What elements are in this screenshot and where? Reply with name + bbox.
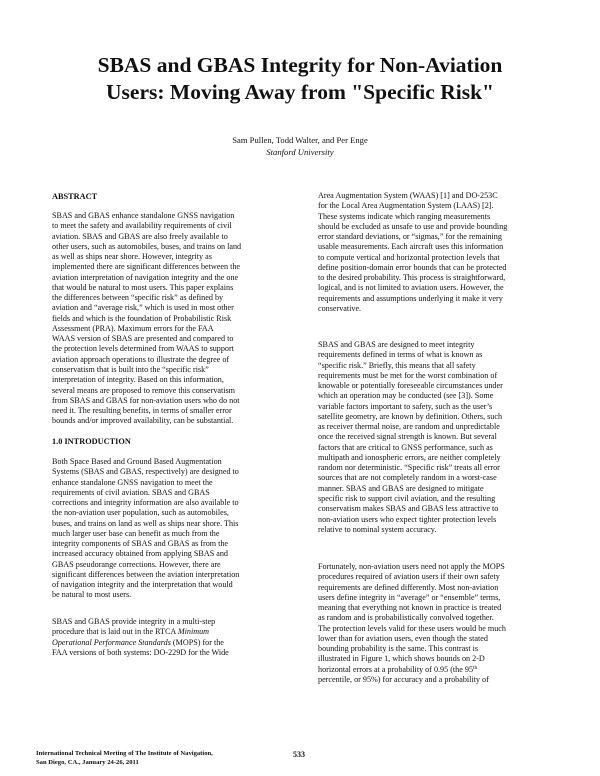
- body-line: which an operation may be conducted (see [3]). Some: [318, 391, 494, 401]
- body-line: meaning that everything not known in practice is treated: [318, 603, 502, 613]
- right-paragraph-2: [318, 340, 568, 535]
- abstract-line: bounds and/or improved availability, can be substantial.: [52, 416, 234, 426]
- intro-line: Systems (SBAS and GBAS, respectively) are designed to: [52, 467, 239, 477]
- abstract-line: aviation interpretation of navigation integrity and the one: [52, 272, 239, 282]
- abstract-line: other users, such as automobiles, buses, and trains on land: [52, 241, 242, 251]
- body-line: conservatism makes SBAS and GBAS less attractive to: [318, 504, 499, 514]
- page-number: 533: [293, 750, 305, 759]
- abstract-line: fields and which is the foundation of Probabilistic Risk: [52, 313, 232, 323]
- intro-line: integrity components of SBAS and GBAS as from the: [52, 539, 229, 549]
- intro-line: buses, and trains on land as well as ships near shore. This: [52, 518, 239, 528]
- body-line: bounding probability is the same. This contrast is: [318, 644, 479, 654]
- body-line: should be excluded as unsafe to use and provide bounding: [318, 221, 508, 231]
- intro-line: enhance standalone GNSS navigation to meet the: [52, 477, 213, 487]
- body-line: factors that are critical to GNSS performance, such as: [318, 442, 493, 452]
- body-line: requirements are defined differently. Most non-aviation: [318, 582, 499, 592]
- intro-line: be natural to most users.: [52, 590, 132, 600]
- abstract-line: aviation. SBAS and GBAS are also freely available to: [52, 231, 228, 241]
- body-line: usable measurements. Each aircraft uses this information: [318, 242, 504, 252]
- abstract-body: [52, 211, 302, 427]
- abstract-line: as well as ships near shore. However, integrity as: [52, 252, 212, 262]
- abstract-line: aviation and “average risk,” which is used in most other: [52, 303, 234, 313]
- body-line: as receiver thermal noise, are random and unpredictable: [318, 422, 500, 432]
- body-line: to compute vertical and horizontal protection levels that: [318, 252, 500, 262]
- intro-line: SBAS and GBAS provide integrity in a multi-step: [52, 617, 216, 626]
- body-line: These systems indicate which ranging measurements: [318, 211, 491, 221]
- body-line: “specific risk.” Briefly, this means that all safety: [318, 360, 476, 370]
- abstract-line: WAAS version of SBAS are presented and compared to: [52, 334, 234, 344]
- intro-line: increased accuracy obtained from applying SBAS and: [52, 549, 228, 559]
- body-line: conservative.: [318, 303, 362, 313]
- intro-text: (MOPS) for the: [170, 637, 224, 647]
- abstract-line: implemented there are significant differences between the: [52, 262, 240, 272]
- intro-paragraph-2: [52, 617, 302, 658]
- body-line: multipath and ionospheric errors, are neither completely: [318, 452, 501, 462]
- affiliation: Stanford University: [266, 147, 334, 157]
- body-line: sources that are not completely random in a worst-case: [318, 473, 497, 483]
- intro-line: FAA versions of both systems: DO-229D for the Wide: [52, 647, 229, 657]
- body-line: procedures required of aviation users if their own safety: [318, 572, 500, 582]
- body-text: horizontal errors at a probability of 0.95 (the 95: [318, 664, 474, 674]
- abstract-line: to meet the safety and availability requirements of civil: [52, 221, 232, 231]
- intro-line: [52, 638, 302, 648]
- body-line: for the Local Area Augmentation System (LAAS) [2].: [318, 201, 494, 211]
- body-line: requirements defined in terms of what is known as: [318, 350, 483, 360]
- abstract-line: SBAS and GBAS enhance standalone GNSS navigation: [52, 211, 235, 220]
- body-line: users define integrity in “average” or “ensemble” terms,: [318, 592, 501, 602]
- body-line: define position-domain error bounds that can be protected: [318, 262, 507, 272]
- paper-title: [40, 52, 560, 106]
- body-line: non-aviation users who expect tighter protection levels: [318, 514, 497, 524]
- intro-paragraph-1: [52, 457, 302, 601]
- intro-line: corrections and integrity information are also available to: [52, 498, 239, 508]
- body-line: relative to nominal system accuracy.: [318, 524, 437, 534]
- body-line: Fortunately, non-aviation users need not apply the MOPS: [318, 562, 505, 571]
- body-line: logical, and is not limited to aviation users. However, the: [318, 283, 504, 293]
- intro-line: GBAS pseudorange corrections. However, there are: [52, 559, 221, 569]
- body-line: to the desired probability. This process is straightforward,: [318, 273, 506, 283]
- intro-line: [52, 627, 302, 637]
- body-line: percentile, or 95%) for accuracy and a probability of: [318, 674, 489, 684]
- body-line: error standard deviations, or “sigmas,” for the remaining: [318, 232, 502, 242]
- intro-line: Both Space Based and Ground Based Augmentation: [52, 457, 222, 466]
- intro-line: requirements of civil aviation. SBAS and GBAS: [52, 487, 210, 497]
- abstract-line: need it. The resulting benefits, in terms of smaller error: [52, 406, 232, 416]
- title-line-1: SBAS and GBAS Integrity for Non-Aviation: [97, 53, 503, 77]
- abstract-line: the differences between “specific risk” as defined by: [52, 293, 224, 303]
- body-line: [318, 665, 568, 675]
- body-line: once the received signal strength is known. But several: [318, 432, 497, 442]
- abstract-line: conservatism that is built into the “specific risk”: [52, 364, 209, 374]
- abstract-line: that would be natural to most users. This paper explains: [52, 282, 234, 292]
- body-line: random nor deterministic. “Specific risk” treats all error: [318, 463, 500, 473]
- body-line: illustrated in Figure 1, which shows bounds on 2-D: [318, 654, 485, 664]
- right-paragraph-1: [318, 191, 568, 314]
- body-line: requirements and assumptions underlying it make it very: [318, 293, 503, 303]
- body-line: SBAS and GBAS are designed to meet integrity: [318, 340, 475, 349]
- abstract-line: interpretation of integrity. Based on this information,: [52, 375, 224, 385]
- intro-line: the non-aviation user population, such as automobiles,: [52, 508, 229, 518]
- body-line: specific risk to support civil aviation, and the resulting: [318, 493, 496, 503]
- body-line: lower than for aviation users, even though the stated: [318, 633, 488, 643]
- abstract-line: several means are proposed to remove this conservatism: [52, 385, 235, 395]
- abstract-line: the protection levels determined from WAAS to support: [52, 344, 234, 354]
- right-paragraph-3: [318, 562, 568, 685]
- mops-title-emphasis: Operational Performance Standards: [52, 637, 171, 647]
- authors: Sam Pullen, Todd Walter, and Per Enge: [232, 135, 368, 145]
- abstract-line: from SBAS and GBAS for non-aviation users who do not: [52, 395, 240, 405]
- abstract-line: aviation approach operations to illustrate the degree of: [52, 354, 230, 364]
- conference-footer: [36, 749, 213, 768]
- title-line-2: Users: Moving Away from "Specific Risk": [106, 80, 494, 104]
- abstract-line: Assessment (PRA). Maximum errors for the FAA: [52, 323, 214, 333]
- body-line: as random and is probabilistically convolved together.: [318, 613, 494, 623]
- mops-title-emphasis: Minimum: [177, 627, 210, 637]
- body-line: variable factors important to safety, such as the user’s: [318, 401, 493, 411]
- body-line: Area Augmentation System (WAAS) [1] and DO-253C: [318, 191, 498, 200]
- body-line: requirements must be met for the worst combination of: [318, 370, 498, 380]
- footer-line-2: San Diego, CA., January 24-26, 2011: [36, 759, 139, 767]
- intro-line: much larger user base can benefit as much from the: [52, 528, 220, 538]
- intro-line: of navigation integrity and the interpretation that would: [52, 580, 233, 590]
- intro-text: procedure that is laid out in the RTCA: [52, 627, 176, 637]
- body-line: knowable or potentially foreseeable circumstances under: [318, 381, 503, 391]
- introduction-heading: 1.0 INTRODUCTION: [52, 437, 131, 446]
- body-line: satellite geometry, are known by definition. Others, such: [318, 411, 503, 421]
- body-line: The protection levels valid for these users would be much: [318, 623, 506, 633]
- superscript-th: th: [473, 664, 478, 671]
- intro-line: significant differences between the aviation interpretation: [52, 569, 240, 579]
- abstract-heading: ABSTRACT: [52, 192, 98, 201]
- body-line: manner. SBAS and GBAS are designed to mitigate: [318, 483, 484, 493]
- footer-line-1: International Technical Meeting of The Institute of Navigation,: [36, 750, 213, 757]
